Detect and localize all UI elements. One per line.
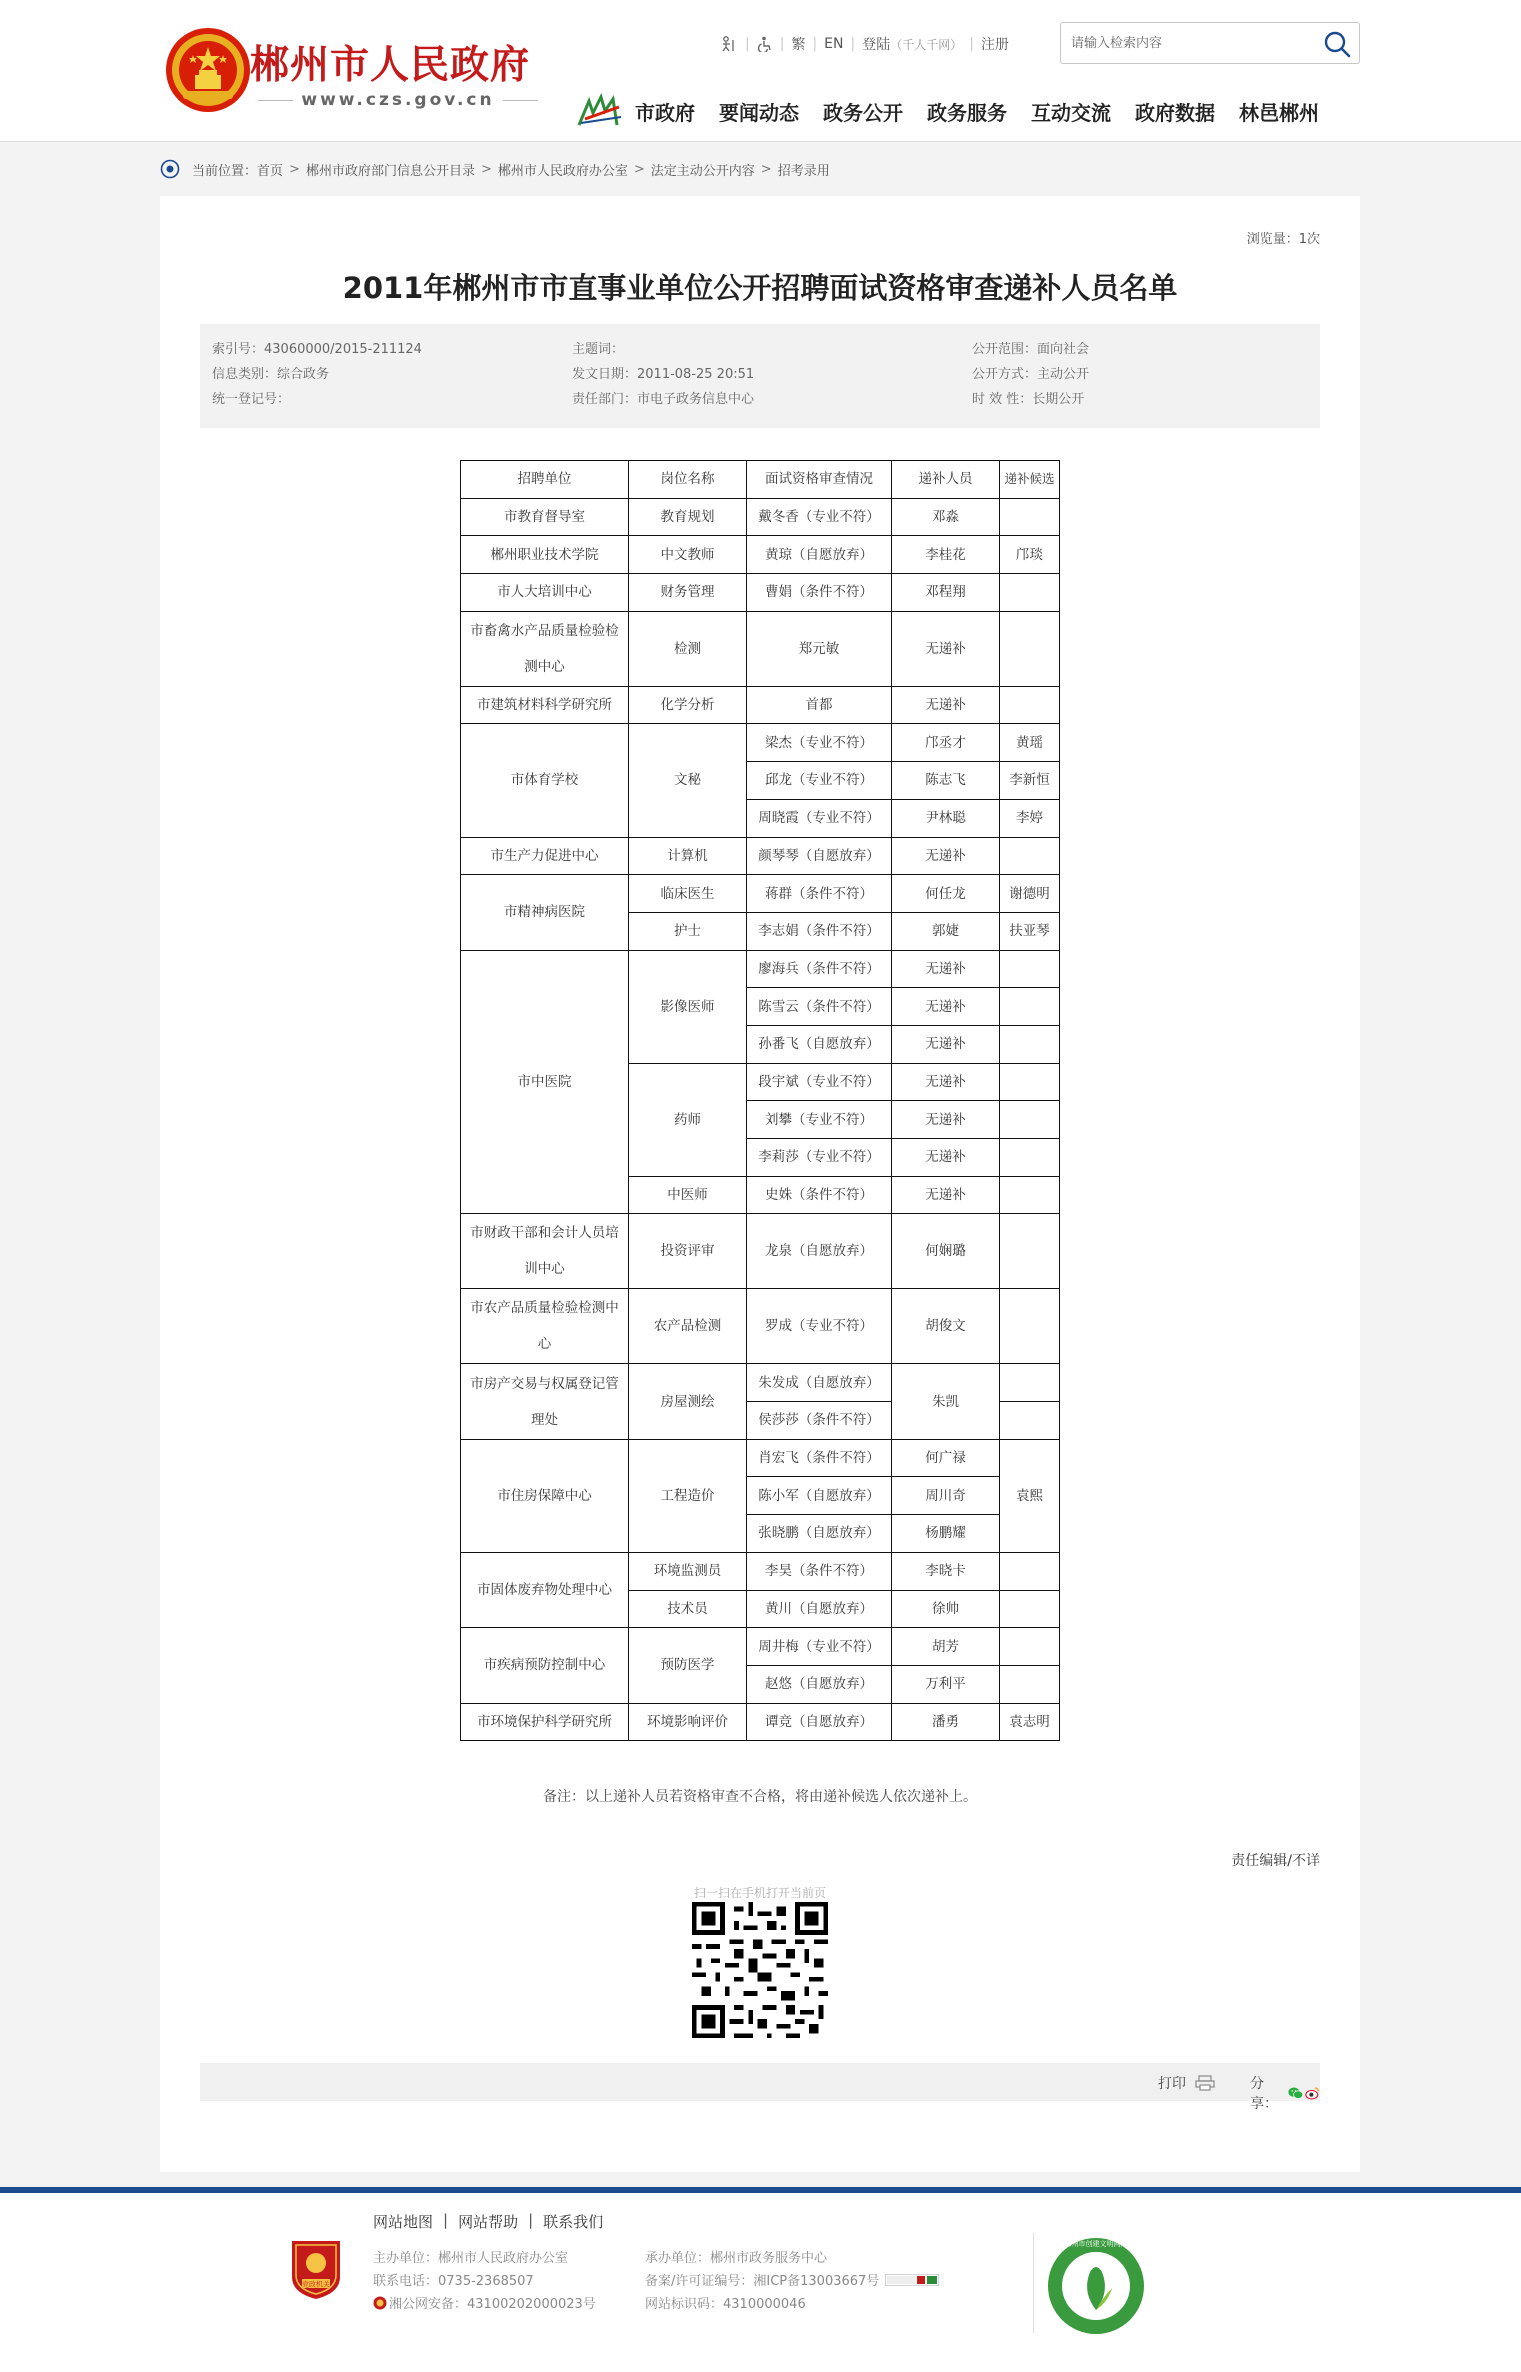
search-input[interactable]: [1071, 23, 1311, 63]
party-government-badge-icon[interactable]: [288, 2237, 344, 2301]
nav-city-government[interactable]: 市政府: [635, 100, 695, 125]
weibo-icon[interactable]: [1305, 2085, 1320, 2101]
civilized-website-badge-icon[interactable]: [1046, 2236, 1146, 2336]
table-cell: 罗成（专业不符）: [747, 1289, 892, 1364]
table-cell: 袁熙: [1000, 1439, 1060, 1552]
table-cell: 预防医学: [629, 1628, 747, 1703]
site-url: www.czs.gov.cn: [250, 88, 546, 112]
breadcrumb-separator: >: [633, 161, 645, 177]
nav-linyi-chenzhou[interactable]: 林邑郴州: [1239, 100, 1319, 125]
table-cell: 蒋群（条件不符）: [747, 875, 892, 913]
table-cell: 周晓霞（专业不符）: [747, 799, 892, 837]
table-row: [461, 1439, 1060, 1477]
table-cell: 市中医院: [461, 950, 629, 1214]
search-box: [1060, 22, 1360, 64]
table-cell: [1000, 837, 1060, 875]
table-cell: 李志娟（条件不符）: [747, 912, 892, 950]
table-cell: [1000, 1628, 1060, 1666]
table-cell: 杨鹏耀: [892, 1515, 1000, 1553]
table-cell: 市畜禽水产品质量检验检测中心: [461, 611, 629, 686]
table-cell: 徐帅: [892, 1590, 1000, 1628]
article-note: 备注：以上递补人员若资格审查不合格，将由递补候选人依次递补上。: [543, 1789, 977, 1805]
table-cell: 何广禄: [892, 1439, 1000, 1477]
table-cell: 谭竞（自愿放弃）: [747, 1703, 892, 1741]
table-cell: 邓淼: [892, 498, 1000, 536]
nav-interaction[interactable]: 互动交流: [1031, 100, 1111, 125]
table-cell: 孙番飞（自愿放弃）: [747, 1025, 892, 1063]
table-cell: 无递补: [892, 1176, 1000, 1214]
footer-link-help[interactable]: 网站帮助: [458, 2213, 519, 2231]
table-cell: 市建筑材料科学研究所: [461, 686, 629, 724]
table-cell: [1000, 1025, 1060, 1063]
table-cell: [1000, 1289, 1060, 1364]
qr-label: 扫一扫在手机打开当前页: [693, 1886, 826, 1900]
table-row: [461, 1703, 1060, 1741]
table-cell: 邝琰: [1000, 536, 1060, 574]
table-cell: 市精神病医院: [461, 875, 629, 950]
meta-unified-no: 统一登记号：: [212, 392, 291, 407]
table-cell: 检测: [629, 611, 747, 686]
national-emblem-icon: [163, 25, 253, 115]
table-cell: [1000, 611, 1060, 686]
breadcrumb-item[interactable]: 法定主动公开内容: [650, 163, 755, 179]
table-header: 递补候选: [1000, 461, 1060, 499]
table-row: [461, 686, 1060, 724]
wechat-icon[interactable]: [1288, 2085, 1303, 2101]
table-row: [461, 875, 1060, 913]
footer-icp[interactable]: 备案/许可证编号：湘ICP备13003667号: [645, 2274, 880, 2289]
police-emblem-icon: [373, 2296, 387, 2310]
nav-news[interactable]: 要闻动态: [719, 100, 799, 125]
share-group: [1250, 2073, 1320, 2113]
search-icon[interactable]: [1323, 30, 1351, 58]
table-cell: 无递补: [892, 988, 1000, 1026]
share-bar: [200, 2063, 1320, 2112]
candidate-table: [460, 460, 1060, 1741]
qr-code-icon: [692, 1902, 828, 2038]
meta-validity: 时 效 性：长期公开: [972, 392, 1085, 407]
printer-icon: [1194, 2075, 1216, 2091]
table-cell: 市房产交易与权属登记管理处: [461, 1364, 629, 1439]
breadcrumb-item[interactable]: 郴州市政府部门信息公开目录: [305, 163, 475, 179]
table-cell: 市教育督导室: [461, 498, 629, 536]
table-cell: 谢德明: [1000, 875, 1060, 913]
table-cell: 史姝（条件不符）: [747, 1176, 892, 1214]
table-cell: 中文教师: [629, 536, 747, 574]
table-cell: [1000, 686, 1060, 724]
table-cell: 无递补: [892, 1025, 1000, 1063]
table-row: [461, 498, 1060, 536]
traditional-chinese-link[interactable]: 繁: [791, 37, 806, 53]
wheelchair-icon: [757, 36, 773, 52]
table-cell: 李昊（条件不符）: [747, 1552, 892, 1590]
table-cell: 黄瑶: [1000, 724, 1060, 762]
footer-site-code: 网站标识码：4310000046: [645, 2297, 806, 2312]
table-cell: 李新恒: [1000, 762, 1060, 800]
table-row: [461, 536, 1060, 574]
table-cell: 化学分析: [629, 686, 747, 724]
table-cell: 颜琴琴（自愿放弃）: [747, 837, 892, 875]
table-cell: [1000, 1214, 1060, 1289]
table-row: [461, 1628, 1060, 1666]
table-cell: 市疾病预防控制中心: [461, 1628, 629, 1703]
footer-links: 网站地图 | 网站帮助 | 联系我们: [373, 2211, 604, 2231]
table-cell: [1000, 1176, 1060, 1214]
table-cell: 市固体废弃物处理中心: [461, 1552, 629, 1627]
table-cell: 市生产力促进中心: [461, 837, 629, 875]
table-cell: 陈志飞: [892, 762, 1000, 800]
elder-mode-link[interactable]: [720, 36, 738, 52]
breadcrumb-label: 当前位置：: [192, 163, 258, 179]
table-row: [461, 1214, 1060, 1289]
table-row: [461, 574, 1060, 612]
breadcrumb: [160, 158, 830, 180]
table-cell: 邱龙（专业不符）: [747, 762, 892, 800]
table-cell: 市人大培训中心: [461, 574, 629, 612]
login-sub-label: （千人千网）: [890, 37, 963, 52]
badge-right-text: 郴州市创建文明网站: [1064, 2240, 1128, 2248]
print-button[interactable]: [1158, 2073, 1216, 2093]
table-cell: 投资评审: [629, 1214, 747, 1289]
table-cell: 市财政干部和会计人员培训中心: [461, 1214, 629, 1289]
table-row: [461, 1552, 1060, 1590]
table-cell: 黄川（自愿放弃）: [747, 1590, 892, 1628]
table-cell: 肖宏飞（条件不符）: [747, 1439, 892, 1477]
meta-method: 公开方式：主动公开: [972, 367, 1090, 382]
table-cell: 药师: [629, 1063, 747, 1176]
table-cell: 无递补: [892, 686, 1000, 724]
table-cell: 曹娟（条件不符）: [747, 574, 892, 612]
table-cell: [1000, 1665, 1060, 1703]
table-cell: 李婷: [1000, 799, 1060, 837]
table-cell: [1000, 1139, 1060, 1177]
table-cell: 市体育学校: [461, 724, 629, 837]
table-cell: 房屋测绘: [629, 1364, 747, 1439]
table-cell: 环境影响评价: [629, 1703, 747, 1741]
city-logo-icon: [575, 93, 627, 129]
table-cell: 无递补: [892, 1063, 1000, 1101]
table-cell: 万利平: [892, 1665, 1000, 1703]
table-cell: 无递补: [892, 611, 1000, 686]
meta-scope: 公开范围：面向社会: [972, 342, 1090, 357]
table-cell: 陈雪云（条件不符）: [747, 988, 892, 1026]
site-header: [0, 0, 1521, 142]
location-pin-icon: [160, 159, 180, 179]
table-cell: 段宇斌（专业不符）: [747, 1063, 892, 1101]
table-row: [461, 1364, 1060, 1402]
table-header: 招聘单位: [461, 461, 629, 499]
table-cell: 临床医生: [629, 875, 747, 913]
footer-icp-wrap: [645, 2270, 939, 2289]
table-cell: 朱发成（自愿放弃）: [747, 1364, 892, 1402]
table-cell: [1000, 498, 1060, 536]
table-row: [461, 1289, 1060, 1364]
article-meta: [200, 324, 1320, 428]
elder-mode-icon: [720, 36, 738, 52]
table-cell: [1000, 1552, 1060, 1590]
view-count: 浏览量：1次: [1246, 232, 1320, 247]
table-cell: 陈小军（自愿放弃）: [747, 1477, 892, 1515]
table-cell: 护士: [629, 912, 747, 950]
table-cell: 郭婕: [892, 912, 1000, 950]
meta-index-no: 索引号：43060000/2015-211124: [212, 342, 422, 357]
table-cell: 刘攀（专业不符）: [747, 1101, 892, 1139]
table-cell: 农产品检测: [629, 1289, 747, 1364]
table-cell: 影像医师: [629, 950, 747, 1063]
table-cell: 朱凯: [892, 1364, 1000, 1439]
article-title: 2011年郴州市市直事业单位公开招聘面试资格审查递补人员名单: [342, 271, 1178, 305]
table-cell: 戴冬香（专业不符）: [747, 498, 892, 536]
main-nav: [575, 93, 1319, 129]
meta-pub-date: 发文日期：2011-08-25 20:51: [572, 367, 755, 382]
table-cell: 环境监测员: [629, 1552, 747, 1590]
table-header: 递补人员: [892, 461, 1000, 499]
footer-phone: 联系电话：0735-2368507: [373, 2274, 534, 2289]
table-cell: 李桂花: [892, 536, 1000, 574]
table-cell: 无递补: [892, 1101, 1000, 1139]
table-cell: 首都: [747, 686, 892, 724]
table-cell: [1000, 950, 1060, 988]
table-cell: [1000, 988, 1060, 1026]
table-row: [461, 724, 1060, 762]
footer-sponsor: 主办单位：郴州市人民政府办公室: [373, 2251, 569, 2266]
login-link[interactable]: 登陆: [862, 37, 891, 53]
table-cell: 李晓卡: [892, 1552, 1000, 1590]
table-row: [461, 837, 1060, 875]
breadcrumb-item[interactable]: 郴州市人民政府办公室: [497, 163, 628, 179]
table-cell: [1000, 1063, 1060, 1101]
table-cell: [1000, 574, 1060, 612]
nav-government-data[interactable]: 政府数据: [1135, 100, 1215, 125]
table-cell: 龙泉（自愿放弃）: [747, 1214, 892, 1289]
table-cell: 郴州职业技术学院: [461, 536, 629, 574]
table-cell: 财务管理: [629, 574, 747, 612]
table-row: [461, 950, 1060, 988]
table-cell: 张晓鹏（自愿放弃）: [747, 1515, 892, 1553]
table-cell: [1000, 1402, 1060, 1440]
nav-services[interactable]: 政务服务: [927, 100, 1007, 125]
footer-undertaker: 承办单位：郴州市政务服务中心: [645, 2251, 828, 2266]
table-cell: 邝丞才: [892, 724, 1000, 762]
error-correction-icon[interactable]: [885, 2274, 939, 2286]
table-cell: 计算机: [629, 837, 747, 875]
site-title[interactable]: 郴州市人民政府: [250, 43, 531, 88]
table-cell: 无递补: [892, 837, 1000, 875]
breadcrumb-separator: >: [480, 161, 492, 177]
table-row: [461, 611, 1060, 686]
table-cell: 市农产品质量检验检测中心: [461, 1289, 629, 1364]
register-link[interactable]: 注册: [980, 37, 1009, 53]
breadcrumb-home[interactable]: 首页: [257, 163, 284, 179]
site-footer: [0, 2187, 1521, 2372]
share-label: 分享：: [1250, 2076, 1278, 2112]
table-cell: 赵悠（自愿放弃）: [747, 1665, 892, 1703]
table-cell: [1000, 1101, 1060, 1139]
table-cell: 市住房保障中心: [461, 1439, 629, 1552]
table-cell: 李莉莎（专业不符）: [747, 1139, 892, 1177]
breadcrumb-separator: >: [289, 161, 300, 177]
badge-left-text: 党政机关: [302, 2280, 330, 2289]
nav-public-affairs[interactable]: 政务公开: [823, 100, 903, 125]
footer-police[interactable]: 湘公网安备：43100202000023号: [389, 2297, 596, 2312]
table-cell: 潘勇: [892, 1703, 1000, 1741]
table-cell: 无递补: [892, 950, 1000, 988]
table-cell: 无递补: [892, 1139, 1000, 1177]
meta-category: 信息类别：综合政务: [212, 367, 330, 382]
meta-subject: 主题词：: [572, 342, 625, 357]
table-cell: 黄琼（自愿放弃）: [747, 536, 892, 574]
table-cell: [1000, 1590, 1060, 1628]
table-cell: 袁志明: [1000, 1703, 1060, 1741]
table-cell: 扶亚琴: [1000, 912, 1060, 950]
footer-link-sitemap[interactable]: 网站地图: [373, 2213, 434, 2231]
article-editor: 责任编辑/不详: [1231, 1853, 1320, 1869]
table-cell: 市环境保护科学研究所: [461, 1703, 629, 1741]
accessibility-link[interactable]: [757, 36, 773, 52]
table-cell: 中医师: [629, 1176, 747, 1214]
meta-department: 责任部门：市电子政务信息中心: [572, 392, 755, 407]
footer-police-wrap: [373, 2293, 596, 2312]
table-header: 面试资格审查情况: [747, 461, 892, 499]
table-cell: 工程造价: [629, 1439, 747, 1552]
article-panel: [160, 196, 1360, 2172]
table-cell: 郑元敏: [747, 611, 892, 686]
table-cell: 胡芳: [892, 1628, 1000, 1666]
table-header: 岗位名称: [629, 461, 747, 499]
footer-link-contact[interactable]: 联系我们: [543, 2213, 604, 2231]
breadcrumb-item[interactable]: 招考录用: [777, 163, 830, 179]
table-header-row: [461, 461, 1060, 499]
table-cell: 梁杰（专业不符）: [747, 724, 892, 762]
table-cell: 邓程翔: [892, 574, 1000, 612]
table-cell: 周川奇: [892, 1477, 1000, 1515]
breadcrumb-separator: >: [760, 161, 772, 177]
table-cell: 何娴璐: [892, 1214, 1000, 1289]
table-cell: 何任龙: [892, 875, 1000, 913]
table-cell: 廖海兵（条件不符）: [747, 950, 892, 988]
english-link[interactable]: EN: [824, 36, 844, 52]
table-cell: 教育规划: [629, 498, 747, 536]
table-cell: 胡俊文: [892, 1289, 1000, 1364]
footer-divider: [1033, 2233, 1034, 2333]
table-cell: 尹林聪: [892, 799, 1000, 837]
table-cell: 文秘: [629, 724, 747, 837]
print-label: 打印: [1158, 2076, 1186, 2092]
table-cell: 技术员: [629, 1590, 747, 1628]
table-cell: 侯莎莎（条件不符）: [747, 1402, 892, 1440]
table-cell: 周井梅（专业不符）: [747, 1628, 892, 1666]
table-cell: [1000, 1364, 1060, 1402]
top-links: | | 繁 | EN | 登陆 （千人千网） | 注册: [720, 34, 1009, 54]
